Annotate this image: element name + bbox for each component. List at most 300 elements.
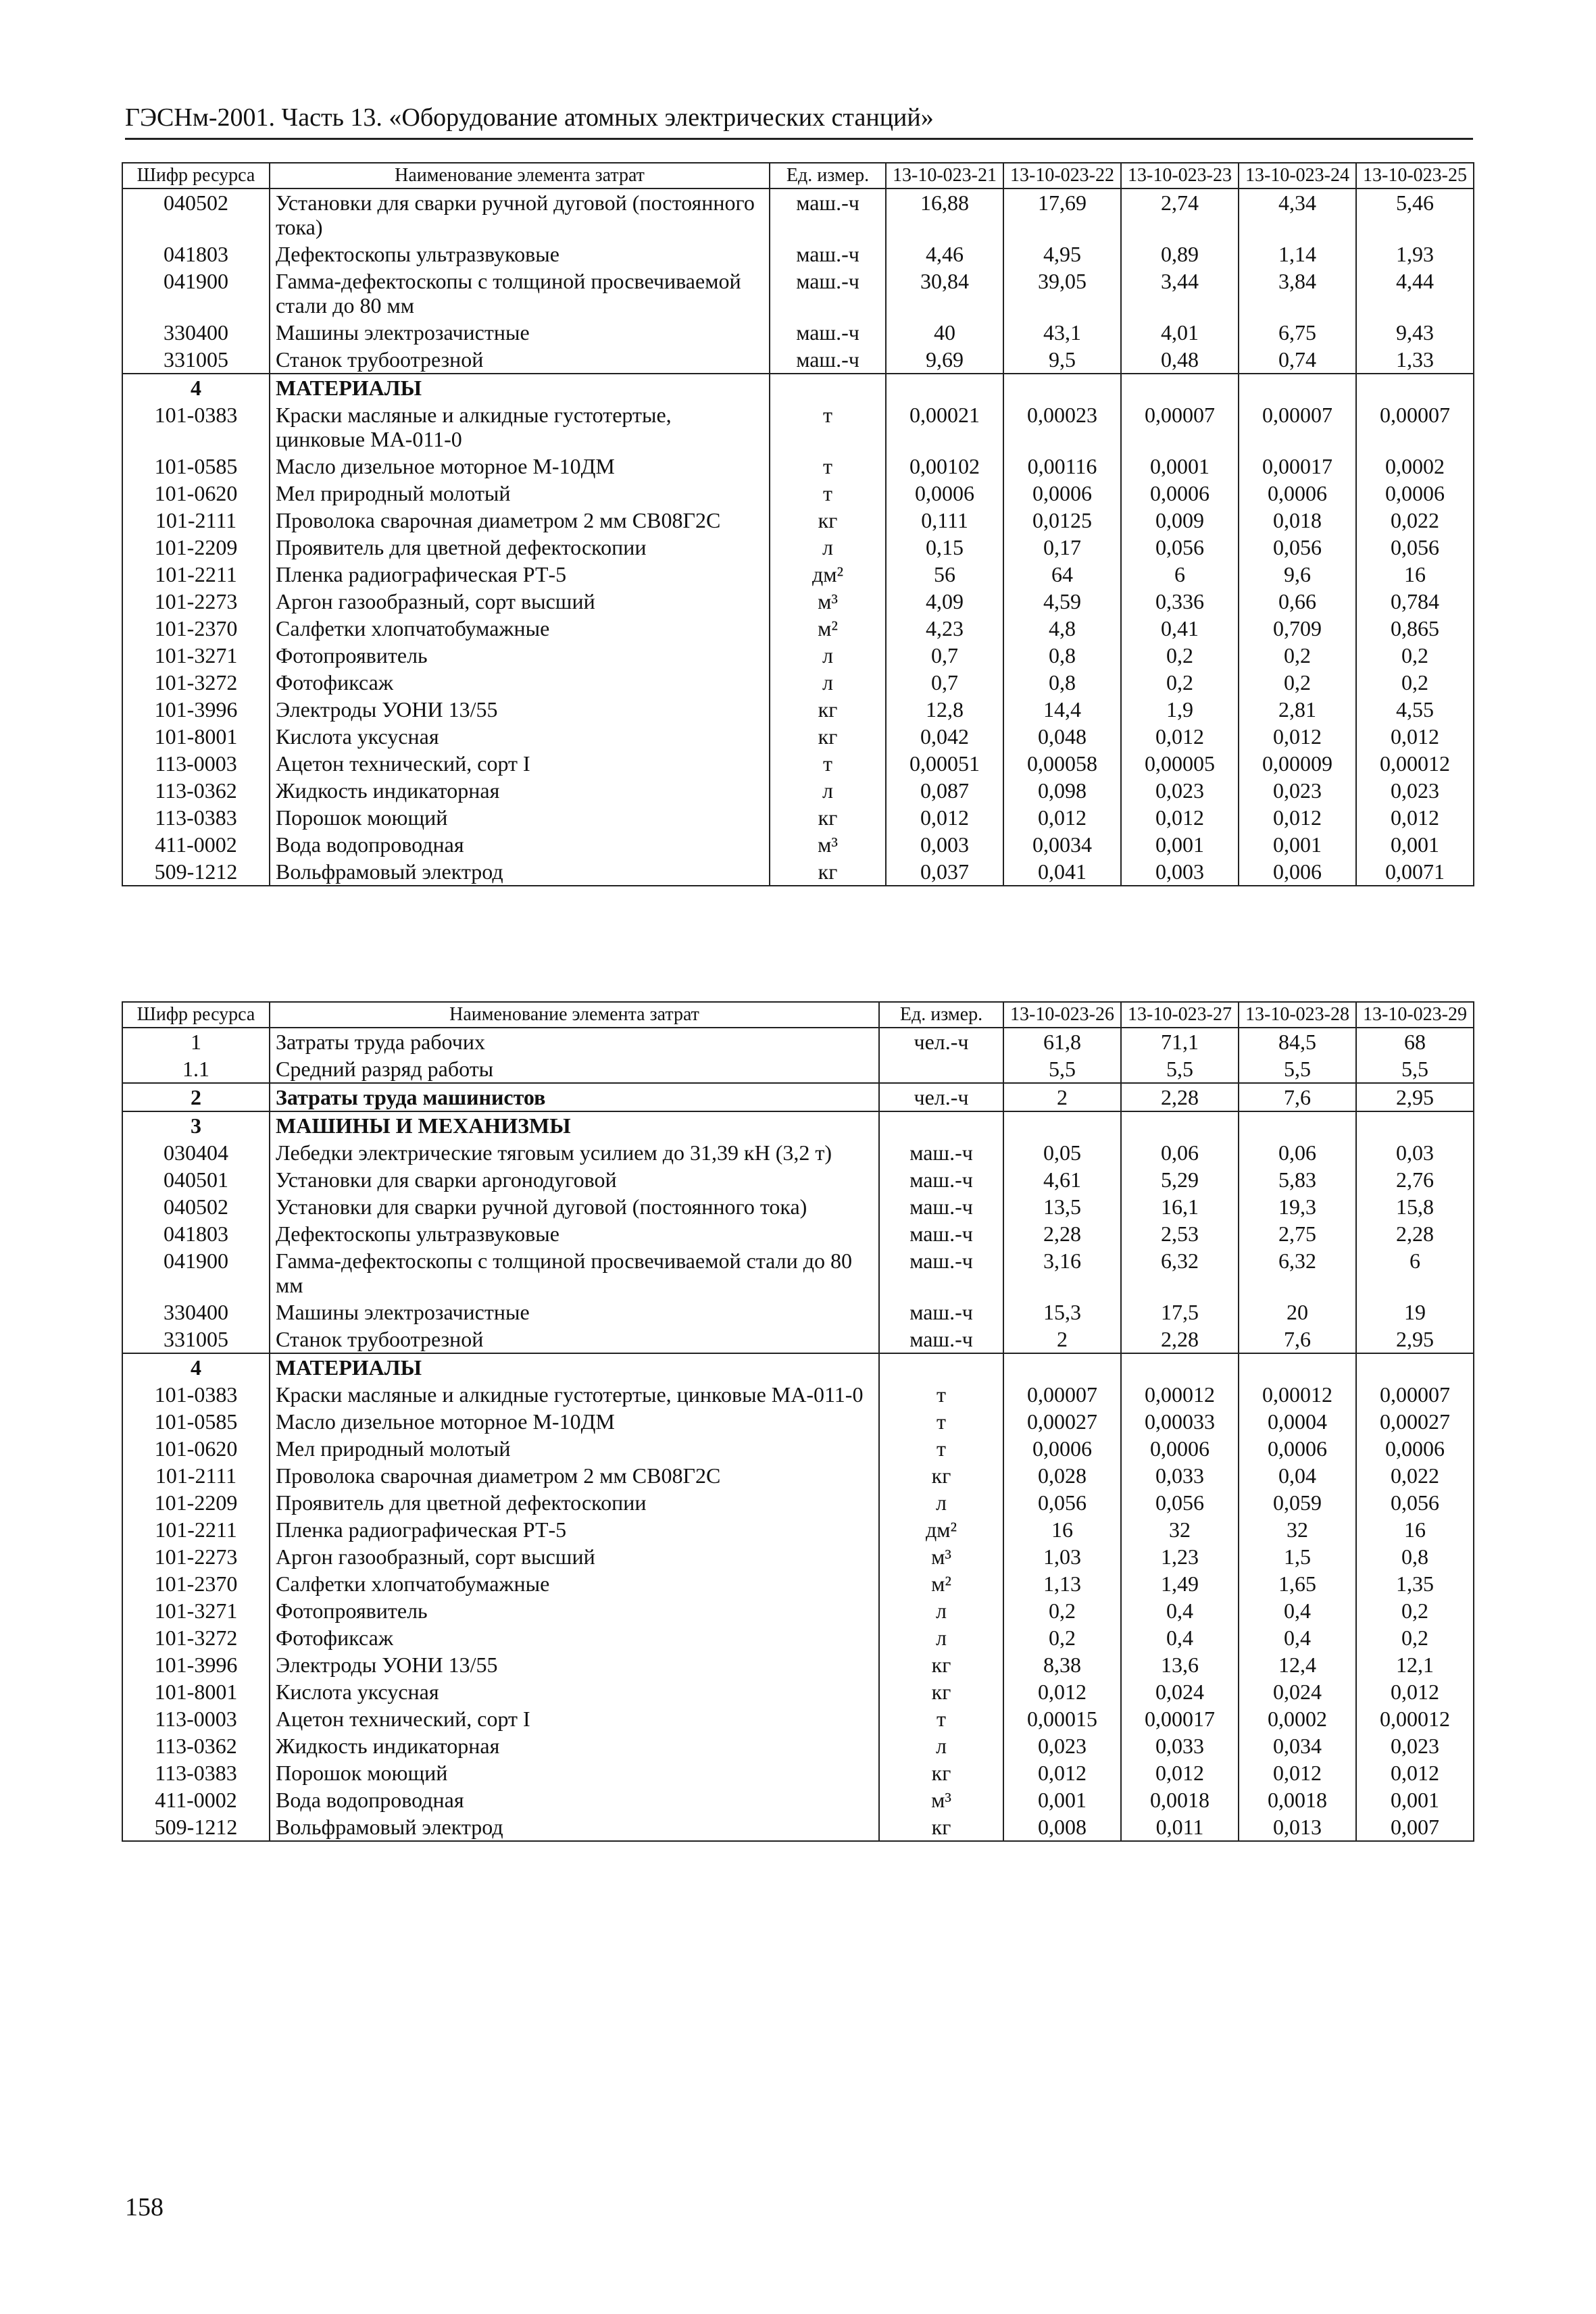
column-header-unit: Ед. измер.	[879, 1002, 1003, 1028]
unit-cell: кг	[879, 1759, 1003, 1786]
resource-code-cell: 040502	[122, 188, 270, 241]
resource-name-cell: Станок трубоотрезной	[270, 1326, 879, 1353]
resource-code-cell: 3	[122, 1111, 270, 1139]
resource-name-cell: Дефектоскопы ультразвуковые	[270, 1220, 879, 1247]
resource-code-cell: 101-2273	[122, 1543, 270, 1570]
norm-value-cell: 0,03	[1356, 1139, 1474, 1166]
unit-cell: маш.-ч	[770, 241, 886, 268]
table-row	[122, 507, 1474, 534]
norm-value-cell: 2	[1003, 1326, 1121, 1353]
norm-value-cell: 0,034	[1239, 1732, 1356, 1759]
resource-name-cell: Затраты труда рабочих	[270, 1028, 879, 1055]
table-row	[122, 241, 1474, 268]
norm-value-cell: 0,00009	[1239, 750, 1356, 777]
resource-code-cell: 113-0362	[122, 1732, 270, 1759]
unit-cell: маш.-ч	[879, 1220, 1003, 1247]
norm-value-cell: 16	[1003, 1516, 1121, 1543]
norm-value-cell: 8,38	[1003, 1651, 1121, 1678]
table-row	[122, 696, 1474, 723]
norm-value-cell: 0,0018	[1121, 1786, 1239, 1813]
table-row	[122, 723, 1474, 750]
norm-value-cell: 0,056	[1356, 1489, 1474, 1516]
norm-value-cell: 0,2	[1239, 642, 1356, 669]
norm-value-cell: 64	[1003, 561, 1121, 588]
norm-value-cell: 0,003	[886, 831, 1003, 858]
norm-value-cell: 5,46	[1356, 188, 1474, 241]
resource-code-cell: 4	[122, 1353, 270, 1381]
norm-value-cell: 1,33	[1356, 346, 1474, 374]
norm-value-cell: 2,28	[1003, 1220, 1121, 1247]
norm-value-cell: 0,001	[1356, 831, 1474, 858]
norm-value-cell: 0,2	[1356, 669, 1474, 696]
norm-value-cell	[886, 374, 1003, 401]
norm-value-cell: 0,48	[1121, 346, 1239, 374]
norm-value-cell: 0,0002	[1356, 453, 1474, 480]
table-row	[122, 453, 1474, 480]
resource-name-cell: Ацетон технический, сорт I	[270, 1705, 879, 1732]
table-row	[122, 1166, 1474, 1193]
norm-value-cell: 84,5	[1239, 1028, 1356, 1055]
norm-value-cell: 2,28	[1356, 1220, 1474, 1247]
table-row	[122, 374, 1474, 401]
resource-code-cell: 331005	[122, 346, 270, 374]
resource-name-cell: Аргон газообразный, сорт высший	[270, 588, 770, 615]
resource-name-cell: Масло дизельное моторное М-10ДМ	[270, 1408, 879, 1435]
norm-value-cell: 9,43	[1356, 319, 1474, 346]
norm-value-cell: 0,17	[1003, 534, 1121, 561]
resource-code-cell: 101-0620	[122, 480, 270, 507]
resource-name-cell: Машины электрозачистные	[270, 1299, 879, 1326]
norm-value-cell	[1356, 1353, 1474, 1381]
resource-name-cell: Ацетон технический, сорт I	[270, 750, 770, 777]
norm-value-cell: 0,012	[1003, 1678, 1121, 1705]
norm-value-cell: 0,336	[1121, 588, 1239, 615]
resource-name-cell: Масло дизельное моторное М-10ДМ	[270, 453, 770, 480]
norm-value-cell: 19	[1356, 1299, 1474, 1326]
unit-cell: м³	[879, 1543, 1003, 1570]
norm-value-cell: 0,056	[1003, 1489, 1121, 1516]
resource-name-cell: Салфетки хлопчатобумажные	[270, 1570, 879, 1597]
norm-value-cell: 0,15	[886, 534, 1003, 561]
unit-cell: маш.-ч	[770, 188, 886, 241]
norm-value-cell: 6	[1356, 1247, 1474, 1299]
table-row	[122, 777, 1474, 804]
norm-value-cell: 43,1	[1003, 319, 1121, 346]
norm-value-cell: 17,5	[1121, 1299, 1239, 1326]
norm-value-cell: 0,013	[1239, 1813, 1356, 1841]
unit-cell: л	[879, 1624, 1003, 1651]
resource-name-cell: МАТЕРИАЛЫ	[270, 1353, 879, 1381]
resource-name-cell: Пленка радиографическая РТ-5	[270, 561, 770, 588]
norm-value-cell: 0,2	[1121, 669, 1239, 696]
resource-code-cell: 411-0002	[122, 831, 270, 858]
column-header-norm: 13-10-023-27	[1121, 1002, 1239, 1028]
resource-code-cell: 113-0362	[122, 777, 270, 804]
norm-value-cell: 0,056	[1356, 534, 1474, 561]
resource-name-cell: Гамма-дефектоскопы с толщиной просвечиваемой стали до 80 мм	[270, 1247, 879, 1299]
unit-cell: т	[770, 480, 886, 507]
norm-value-cell: 0,8	[1356, 1543, 1474, 1570]
unit-cell: маш.-ч	[879, 1166, 1003, 1193]
norm-value-cell: 61,8	[1003, 1028, 1121, 1055]
norm-value-cell: 0,023	[1356, 1732, 1474, 1759]
norm-value-cell: 5,5	[1356, 1055, 1474, 1083]
norm-value-cell: 0,00007	[1121, 401, 1239, 453]
norm-value-cell: 15,3	[1003, 1299, 1121, 1326]
norm-value-cell: 0,00012	[1239, 1381, 1356, 1408]
resource-code-cell: 041803	[122, 241, 270, 268]
unit-cell: маш.-ч	[879, 1299, 1003, 1326]
norm-value-cell: 9,69	[886, 346, 1003, 374]
resource-name-cell: Станок трубоотрезной	[270, 346, 770, 374]
resource-name-cell: МАШИНЫ И МЕХАНИЗМЫ	[270, 1111, 879, 1139]
norm-value-cell: 16,88	[886, 188, 1003, 241]
norm-value-cell: 0,784	[1356, 588, 1474, 615]
resource-code-cell: 101-3272	[122, 669, 270, 696]
norm-value-cell: 0,012	[1356, 804, 1474, 831]
unit-cell: дм²	[770, 561, 886, 588]
unit-cell: т	[770, 750, 886, 777]
norm-value-cell: 0,0006	[1356, 1435, 1474, 1462]
norm-value-cell: 12,4	[1239, 1651, 1356, 1678]
norm-value-cell: 0,0006	[886, 480, 1003, 507]
norm-value-cell: 2,95	[1356, 1083, 1474, 1111]
norm-value-cell: 0,2	[1356, 642, 1474, 669]
norm-value-cell: 0,048	[1003, 723, 1121, 750]
norm-value-cell	[1356, 1111, 1474, 1139]
resource-code-cell: 101-3271	[122, 1597, 270, 1624]
norm-value-cell: 1,13	[1003, 1570, 1121, 1597]
table-row	[122, 1705, 1474, 1732]
table-row	[122, 1247, 1474, 1299]
norm-value-cell: 2,28	[1121, 1083, 1239, 1111]
norm-value-cell: 0,0006	[1356, 480, 1474, 507]
norm-value-cell: 0,00023	[1003, 401, 1121, 453]
resource-name-cell: Аргон газообразный, сорт высший	[270, 1543, 879, 1570]
resource-code-cell: 101-8001	[122, 1678, 270, 1705]
norm-value-cell: 0,056	[1121, 1489, 1239, 1516]
resource-code-cell: 101-0383	[122, 1381, 270, 1408]
norm-value-cell: 0,022	[1356, 507, 1474, 534]
norm-value-cell: 0,00012	[1356, 1705, 1474, 1732]
unit-cell: маш.-ч	[770, 268, 886, 319]
unit-cell: кг	[770, 858, 886, 886]
norm-value-cell: 0,00012	[1356, 750, 1474, 777]
norm-value-cell: 0,0006	[1239, 480, 1356, 507]
resource-code-cell: 101-2370	[122, 1570, 270, 1597]
norm-value-cell: 6,75	[1239, 319, 1356, 346]
unit-cell: маш.-ч	[879, 1193, 1003, 1220]
norm-value-cell: 0,012	[1356, 1678, 1474, 1705]
norm-value-cell: 0,056	[1239, 534, 1356, 561]
norm-value-cell: 5,83	[1239, 1166, 1356, 1193]
norm-value-cell: 0,012	[1003, 1759, 1121, 1786]
unit-cell	[879, 1353, 1003, 1381]
norm-value-cell: 7,6	[1239, 1083, 1356, 1111]
resource-name-cell: Вольфрамовый электрод	[270, 858, 770, 886]
resource-code-cell: 101-2209	[122, 1489, 270, 1516]
resource-name-cell: Проволока сварочная диаметром 2 мм СВ08Г2С	[270, 1462, 879, 1489]
column-header-code: Шифр ресурса	[122, 163, 270, 188]
unit-cell: м²	[770, 615, 886, 642]
norm-value-cell: 0,0071	[1356, 858, 1474, 886]
table-row	[122, 1083, 1474, 1111]
norm-value-cell: 0,89	[1121, 241, 1239, 268]
norm-value-cell: 0,00102	[886, 453, 1003, 480]
norm-value-cell: 6	[1121, 561, 1239, 588]
norm-value-cell: 0,0018	[1239, 1786, 1356, 1813]
unit-cell: кг	[879, 1462, 1003, 1489]
norm-value-cell: 0,2	[1003, 1597, 1121, 1624]
unit-cell: т	[770, 453, 886, 480]
norm-value-cell: 30,84	[886, 268, 1003, 319]
norm-value-cell: 0,003	[1121, 858, 1239, 886]
norm-value-cell	[1003, 374, 1121, 401]
norm-value-cell: 0,41	[1121, 615, 1239, 642]
unit-cell: маш.-ч	[879, 1247, 1003, 1299]
norm-value-cell: 5,5	[1239, 1055, 1356, 1083]
norm-value-cell: 0,4	[1239, 1624, 1356, 1651]
norm-value-cell: 0,865	[1356, 615, 1474, 642]
norm-value-cell: 4,95	[1003, 241, 1121, 268]
norm-value-cell: 6,32	[1239, 1247, 1356, 1299]
unit-cell: чел.-ч	[879, 1028, 1003, 1055]
norm-value-cell: 0,0034	[1003, 831, 1121, 858]
table-row	[122, 1055, 1474, 1083]
page-number: 158	[125, 2193, 164, 2221]
unit-cell: маш.-ч	[879, 1326, 1003, 1353]
table-row	[122, 268, 1474, 319]
norm-value-cell	[1239, 1353, 1356, 1381]
norm-value-cell: 0,011	[1121, 1813, 1239, 1841]
norm-value-cell: 1,14	[1239, 241, 1356, 268]
norm-value-cell: 2,95	[1356, 1326, 1474, 1353]
resource-code-cell: 041900	[122, 1247, 270, 1299]
unit-cell: кг	[770, 696, 886, 723]
table-row	[122, 1220, 1474, 1247]
norm-value-cell: 4,23	[886, 615, 1003, 642]
norm-value-cell: 1,93	[1356, 241, 1474, 268]
resource-name-cell: Установки для сварки аргонодуговой	[270, 1166, 879, 1193]
norm-value-cell: 0,74	[1239, 346, 1356, 374]
norm-value-cell: 0,056	[1121, 534, 1239, 561]
resource-code-cell: 113-0003	[122, 1705, 270, 1732]
page-header: ГЭСНм-2001. Часть 13. «Оборудование атомных электрических станций»	[125, 101, 1473, 140]
norm-value-cell: 0,2	[1356, 1624, 1474, 1651]
norm-value-cell: 0,012	[886, 804, 1003, 831]
unit-cell: т	[770, 401, 886, 453]
column-header-norm: 13-10-023-22	[1003, 163, 1121, 188]
resource-code-cell: 101-0383	[122, 401, 270, 453]
norm-value-cell: 2,76	[1356, 1166, 1474, 1193]
resource-name-cell: Мел природный молотый	[270, 480, 770, 507]
norm-value-cell: 0,05	[1003, 1139, 1121, 1166]
norm-value-cell: 0,0006	[1121, 480, 1239, 507]
column-header-name: Наименование элемента затрат	[270, 1002, 879, 1028]
resource-name-cell: Салфетки хлопчатобумажные	[270, 615, 770, 642]
norm-value-cell: 0,2	[1121, 642, 1239, 669]
table-row	[122, 1462, 1474, 1489]
table-row	[122, 188, 1474, 241]
norm-value-cell: 0,0006	[1003, 1435, 1121, 1462]
table-row	[122, 1111, 1474, 1139]
unit-cell: т	[879, 1381, 1003, 1408]
resource-name-cell: Установки для сварки ручной дуговой (постоянного тока)	[270, 188, 770, 241]
unit-cell: чел.-ч	[879, 1083, 1003, 1111]
resource-code-cell: 040501	[122, 1166, 270, 1193]
resource-name-cell: Фотофиксаж	[270, 1624, 879, 1651]
resource-name-cell: Проявитель для цветной дефектоскопии	[270, 1489, 879, 1516]
unit-cell: т	[879, 1705, 1003, 1732]
norm-value-cell: 0,001	[1356, 1786, 1474, 1813]
norm-value-cell: 0,00116	[1003, 453, 1121, 480]
table-row	[122, 480, 1474, 507]
table-row	[122, 1381, 1474, 1408]
norm-value-cell: 40	[886, 319, 1003, 346]
unit-cell: л	[879, 1597, 1003, 1624]
norm-value-cell: 3,44	[1121, 268, 1239, 319]
norm-value-cell: 0,0001	[1121, 453, 1239, 480]
table-row	[122, 1353, 1474, 1381]
resource-code-cell: 101-0585	[122, 453, 270, 480]
unit-cell: м³	[770, 588, 886, 615]
resource-name-cell: Фотофиксаж	[270, 669, 770, 696]
norm-value-cell: 0,012	[1356, 1759, 1474, 1786]
table-row	[122, 588, 1474, 615]
norm-value-cell: 0,012	[1239, 1759, 1356, 1786]
table-row	[122, 804, 1474, 831]
norm-value-cell: 0,041	[1003, 858, 1121, 886]
resource-code-cell: 101-2370	[122, 615, 270, 642]
norm-value-cell: 0,087	[886, 777, 1003, 804]
table-row	[122, 1732, 1474, 1759]
table-row	[122, 1408, 1474, 1435]
norm-value-cell: 0,00015	[1003, 1705, 1121, 1732]
norm-value-cell: 0,001	[1003, 1786, 1121, 1813]
norm-value-cell: 0,00017	[1121, 1705, 1239, 1732]
unit-cell: кг	[770, 804, 886, 831]
table-header-row	[122, 1002, 1474, 1028]
column-header-norm: 13-10-023-24	[1239, 163, 1356, 188]
table-row	[122, 1813, 1474, 1841]
resource-code-cell: 101-2273	[122, 588, 270, 615]
resource-code-cell: 113-0383	[122, 1759, 270, 1786]
resource-table-1	[122, 162, 1474, 886]
norm-value-cell: 0,012	[1121, 723, 1239, 750]
norm-value-cell: 0,00058	[1003, 750, 1121, 777]
norm-value-cell: 0,023	[1121, 777, 1239, 804]
norm-value-cell: 39,05	[1003, 268, 1121, 319]
norm-value-cell: 0,012	[1239, 723, 1356, 750]
norm-value-cell: 0,00007	[1239, 401, 1356, 453]
resource-name-cell: Жидкость индикаторная	[270, 777, 770, 804]
table-row	[122, 1651, 1474, 1678]
norm-value-cell: 5,5	[1121, 1055, 1239, 1083]
resource-code-cell: 330400	[122, 1299, 270, 1326]
norm-value-cell: 0,00051	[886, 750, 1003, 777]
resource-name-cell: Лебедки электрические тяговым усилием до 31,39 кН (3,2 т)	[270, 1139, 879, 1166]
resource-code-cell: 041900	[122, 268, 270, 319]
resource-name-cell: Проявитель для цветной дефектоскопии	[270, 534, 770, 561]
resource-code-cell: 101-0620	[122, 1435, 270, 1462]
norm-value-cell: 0,0006	[1239, 1435, 1356, 1462]
norm-value-cell: 2,28	[1121, 1326, 1239, 1353]
resource-name-cell: Пленка радиографическая РТ-5	[270, 1516, 879, 1543]
norm-value-cell: 0,001	[1239, 831, 1356, 858]
table-row	[122, 401, 1474, 453]
resource-code-cell: 040502	[122, 1193, 270, 1220]
resource-code-cell: 101-8001	[122, 723, 270, 750]
norm-value-cell: 4,61	[1003, 1166, 1121, 1193]
unit-cell: л	[770, 777, 886, 804]
unit-cell: маш.-ч	[770, 346, 886, 374]
resource-name-cell: Краски масляные и алкидные густотертые, цинковые МА-011-0	[270, 401, 770, 453]
norm-value-cell: 2,74	[1121, 188, 1239, 241]
table-row	[122, 615, 1474, 642]
resource-name-cell: Машины электрозачистные	[270, 319, 770, 346]
norm-value-cell: 0,012	[1003, 804, 1121, 831]
norm-value-cell: 71,1	[1121, 1028, 1239, 1055]
table-row	[122, 1326, 1474, 1353]
resource-code-cell: 330400	[122, 319, 270, 346]
norm-value-cell: 0,037	[886, 858, 1003, 886]
resource-code-cell: 331005	[122, 1326, 270, 1353]
norm-value-cell: 12,8	[886, 696, 1003, 723]
norm-value-cell: 0,8	[1003, 642, 1121, 669]
unit-cell: л	[879, 1732, 1003, 1759]
norm-value-cell: 0,012	[1239, 804, 1356, 831]
norm-value-cell: 0,8	[1003, 669, 1121, 696]
norm-value-cell: 0,4	[1121, 1597, 1239, 1624]
norm-value-cell: 9,5	[1003, 346, 1121, 374]
column-header-norm: 13-10-023-21	[886, 163, 1003, 188]
resource-code-cell: 101-2211	[122, 1516, 270, 1543]
table-row	[122, 1435, 1474, 1462]
norm-value-cell: 0,012	[1121, 804, 1239, 831]
table-row	[122, 346, 1474, 374]
norm-value-cell: 4,34	[1239, 188, 1356, 241]
resource-name-cell: Фотопроявитель	[270, 1597, 879, 1624]
resource-code-cell: 4	[122, 374, 270, 401]
norm-value-cell: 0,06	[1121, 1139, 1239, 1166]
unit-cell: маш.-ч	[770, 319, 886, 346]
unit-cell: л	[770, 534, 886, 561]
norm-value-cell	[1356, 374, 1474, 401]
table-row	[122, 1516, 1474, 1543]
resource-code-cell: 101-2111	[122, 1462, 270, 1489]
resource-code-cell: 101-3996	[122, 696, 270, 723]
norm-value-cell: 0,66	[1239, 588, 1356, 615]
norm-value-cell	[1239, 1111, 1356, 1139]
norm-value-cell: 0,00027	[1003, 1408, 1121, 1435]
norm-value-cell: 4,09	[886, 588, 1003, 615]
norm-value-cell	[1239, 374, 1356, 401]
resource-name-cell: Мел природный молотый	[270, 1435, 879, 1462]
resource-name-cell: Краски масляные и алкидные густотертые, цинковые МА-011-0	[270, 1381, 879, 1408]
norm-value-cell: 0,033	[1121, 1462, 1239, 1489]
resource-code-cell: 101-3271	[122, 642, 270, 669]
norm-value-cell: 0,024	[1239, 1678, 1356, 1705]
norm-value-cell: 16	[1356, 1516, 1474, 1543]
norm-value-cell: 0,0004	[1239, 1408, 1356, 1435]
norm-value-cell: 0,0125	[1003, 507, 1121, 534]
norm-value-cell: 0,023	[1003, 1732, 1121, 1759]
table-row	[122, 1597, 1474, 1624]
unit-cell	[879, 1055, 1003, 1083]
norm-value-cell: 14,4	[1003, 696, 1121, 723]
resource-name-cell: Порошок моющий	[270, 1759, 879, 1786]
table-row	[122, 1624, 1474, 1651]
